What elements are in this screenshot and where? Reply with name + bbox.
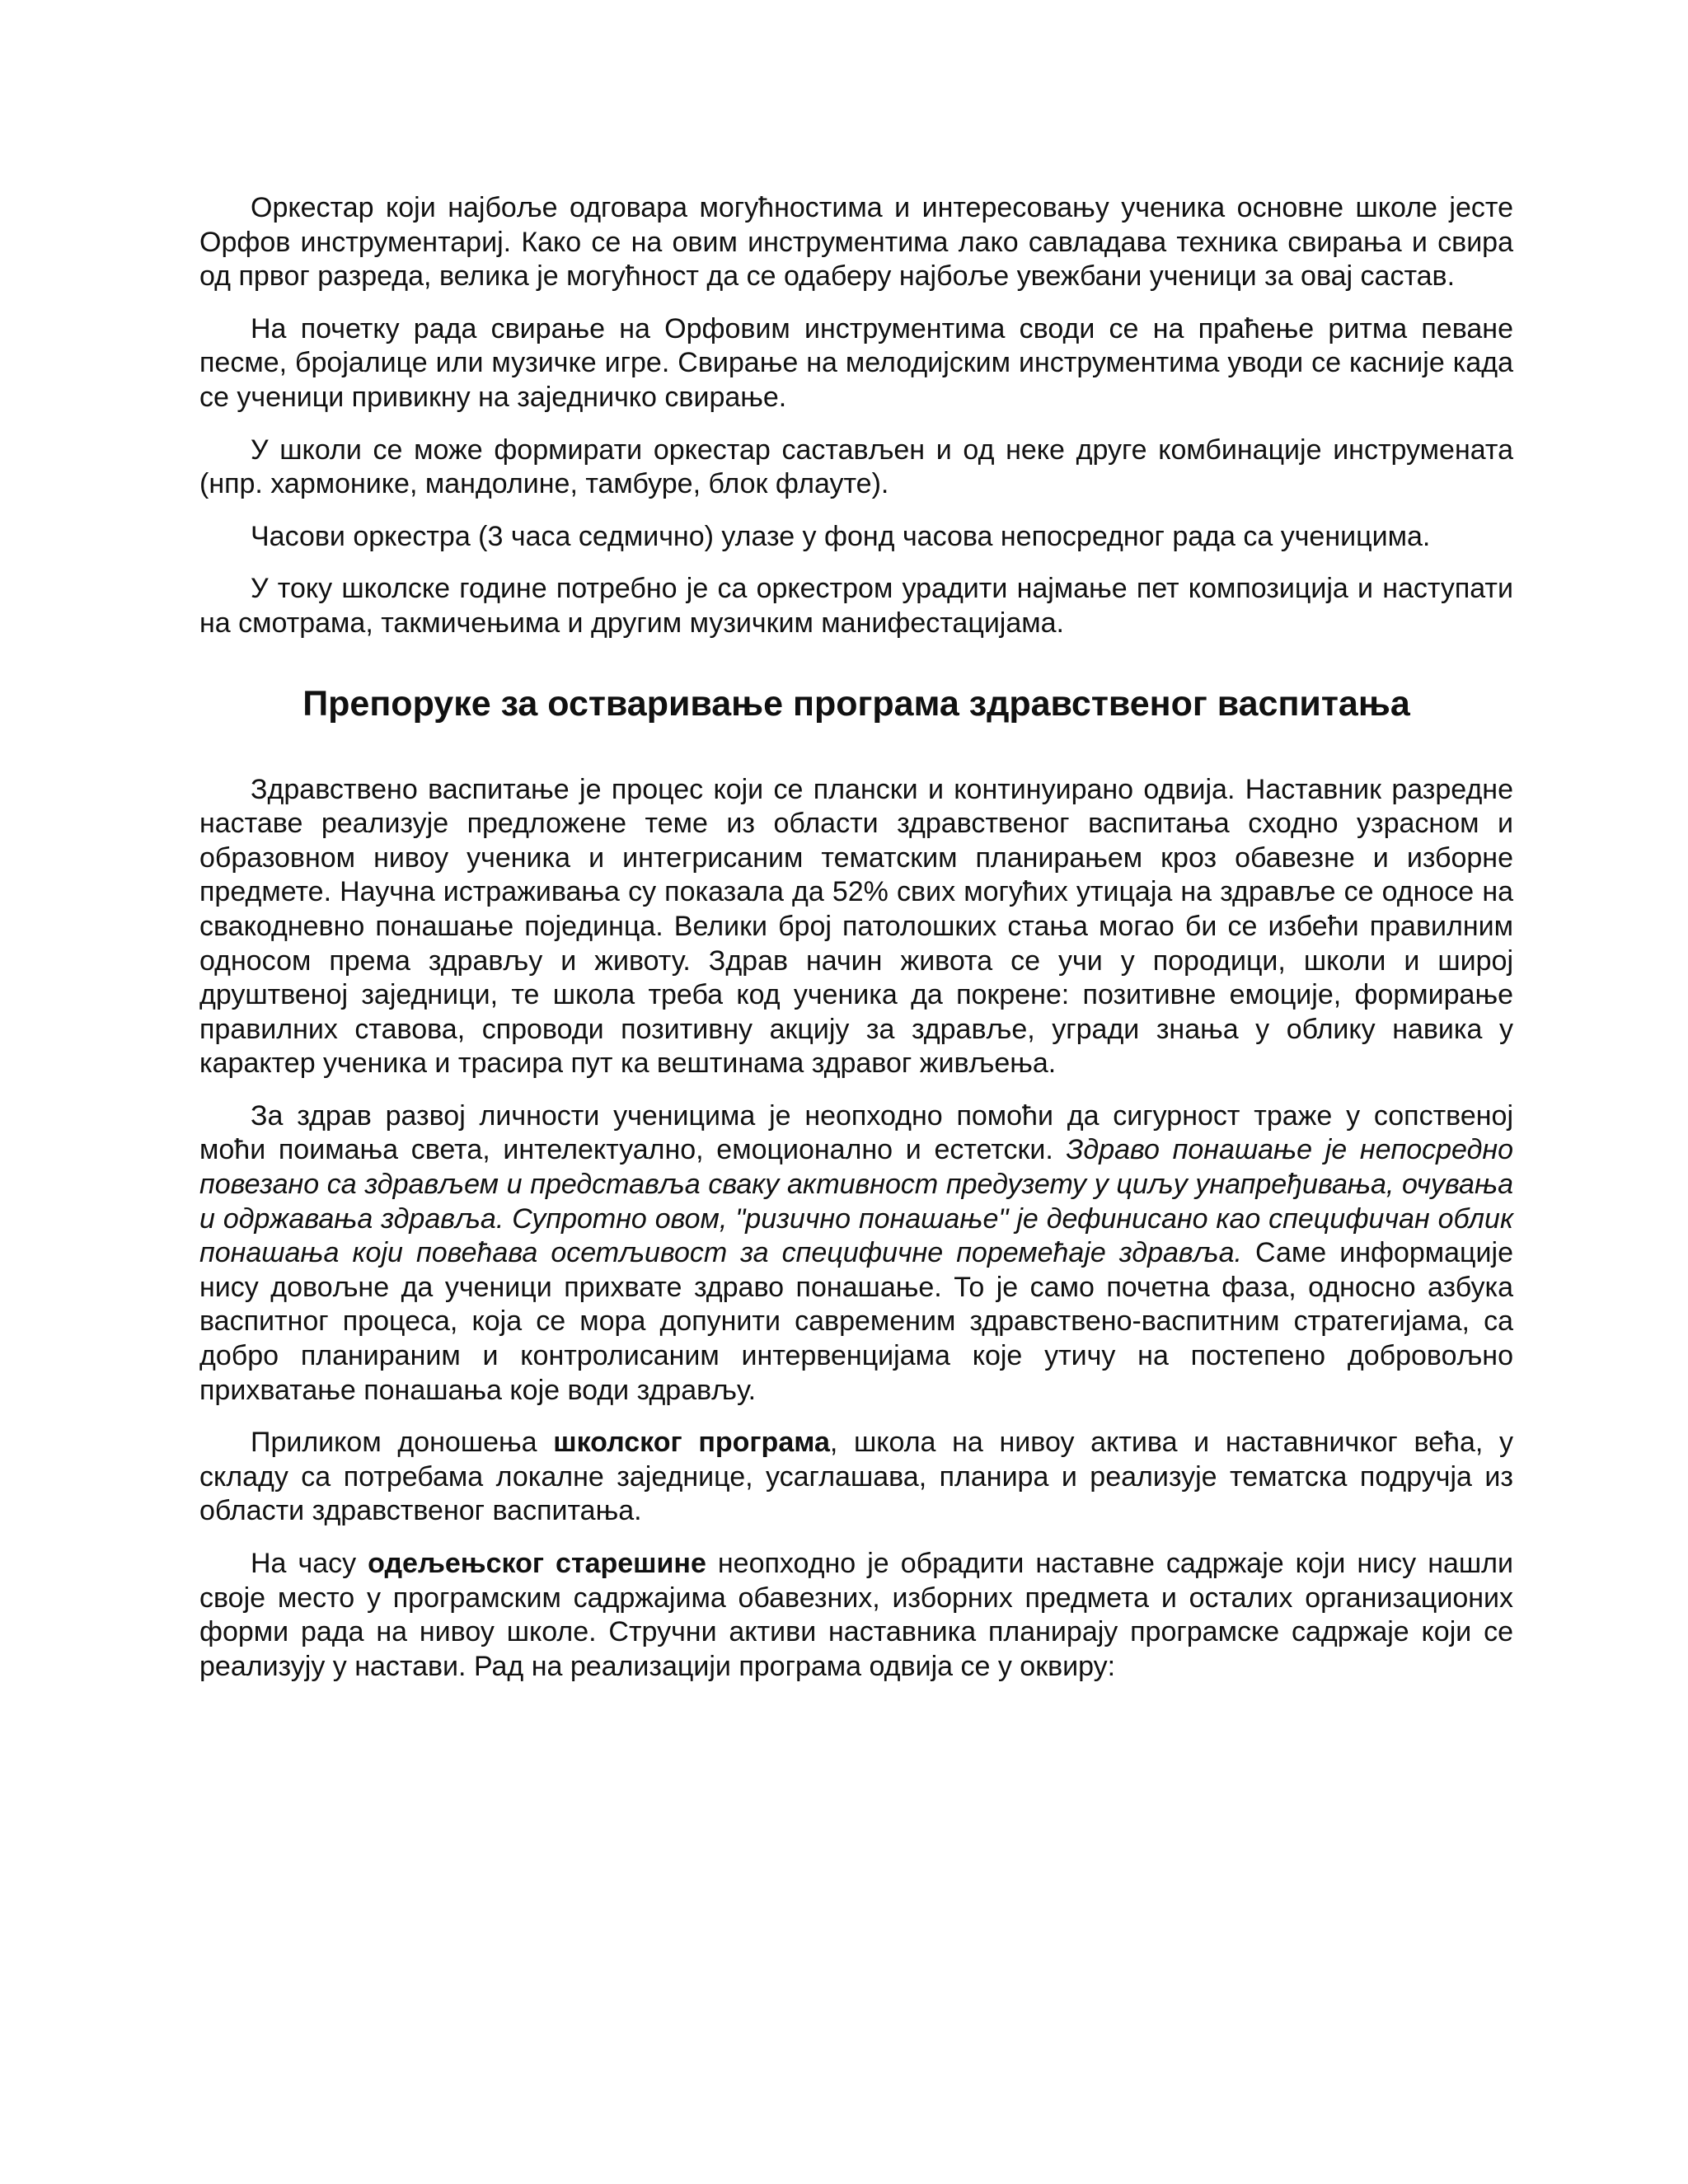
paragraph-text-end: Саме информације нису довољне да ученици прихвате здраво понашање. То је само почетна фаза, односно азбука васпитног процеса, која се мора допунити савременим здравствено-васпитним стратегијама, са добро планираним и контролисаним интервенцијама које утичу на постепено добровољно прихватање понашања које води здрављу. <box>199 1237 1513 1406</box>
document-body <box>199 191 1513 1702</box>
paragraph-homeroom-class <box>199 1547 1513 1684</box>
paragraph-health-education-process: Здравствено васпитање је процес који се плански и континуирано одвија. Наставник разредне наставе реализује предложене теме из области здравственог васпитања сходно узрасном и образовном нивоу ученика и интегрисаним тематским планирањем кроз обавезне и изборне предмете. Научна истраживања су показала да 52% свих могућих утицаја на здравље се односе на свакодневно понашање појединца. Велики број патолошких стања могао би се избећи правилним односом према здрављу и животу. Здрав начин живота се учи у породици, школи и широј друштвеној заједници, те школа треба код ученика да покрене: позитивне емоције, формирање правилних ставова, спроводи позитивну акцију за здравље, угради знања у облику навика у карактер ученика и трасира пут ка вештинама здравог живљења. <box>199 773 1513 1080</box>
paragraph-healthy-development <box>199 1099 1513 1408</box>
paragraph-orchestra-hours: Часови оркестра (3 часа седмично) улазе у фонд часова непосредног рада са ученицима. <box>251 520 1431 552</box>
paragraph-school-program <box>199 1426 1513 1529</box>
section-heading-health-education: Препоруке за остваривање програма здравственог васпитања <box>302 683 1410 724</box>
paragraph-text-start: За здрав развој личности ученицима је неопходно помоћи да сигурност траже у сопственој моћи поимања света, интелектуално, емоционално и естетски. <box>199 1099 1513 1166</box>
paragraph-orff-orchestra: Оркестар који најбоље одговара могућностима и интересовању ученика основне школе јесте Орфов инструментариј. Како се на овим инструментима лако савладава техника свирања и свира од првог разреда, велика је могућност да се одаберу најбоље увежбани ученици за овај састав. <box>199 192 1513 293</box>
paragraph-text-end: неопходно је обрадити наставне садржаје који нису нашли своје место у програмским садржајима обавезних, изборних предмета и осталих организационих форми рада на нивоу школе. Стручни активи наставника планирају програмске садржаје који се реализују у настави. Рад на реализацији програма одвија се у оквиру: <box>199 1548 1513 1682</box>
paragraph-text-end: , школа на нивоу актива и наставничког већа, у складу са потребама локалне заједнице, усаглашава, планира и реализује тематска подручја из области здравственог васпитања. <box>199 1427 1514 1527</box>
italic-definition-text: Здраво понашање је непосредно повезано са здрављем и представља сваку активност предузету у циљу унапређивања, очувања и одржавања здравља. Супротно овом, "ризично понашање" је дефинисано као специфичан облик понашања који повећава осетљивост за специфичне поремећаје здравља. <box>199 1134 1513 1269</box>
paragraph-text-start: На часу <box>251 1548 368 1579</box>
paragraph-compositions-performances: У току школске године потребно је са оркестром урадити најмање пет композиција и наступати на смотрама, такмичењима и другим музичким манифестацијама. <box>199 573 1513 639</box>
paragraph-rhythm-accompaniment: На почетку рада свирање на Орфовим инструментима своди се на праћење ритма певане песме, бројалице или музичке игре. Свирање на мелодијским инструментима уводи се касније када се ученици привикну на заједничко свирање. <box>199 312 1513 413</box>
bold-term-homeroom-teacher: одељењског старешине <box>368 1548 706 1579</box>
paragraph-text-start: Приликом доношења <box>251 1427 554 1459</box>
paragraph-other-instruments: У школи се може формирати оркестар састављен и од неке друге комбинације инструмената (нпр. хармонике, мандолине, тамбуре, блок флауте). <box>199 434 1513 500</box>
bold-term-school-program: школског програма <box>553 1427 830 1459</box>
